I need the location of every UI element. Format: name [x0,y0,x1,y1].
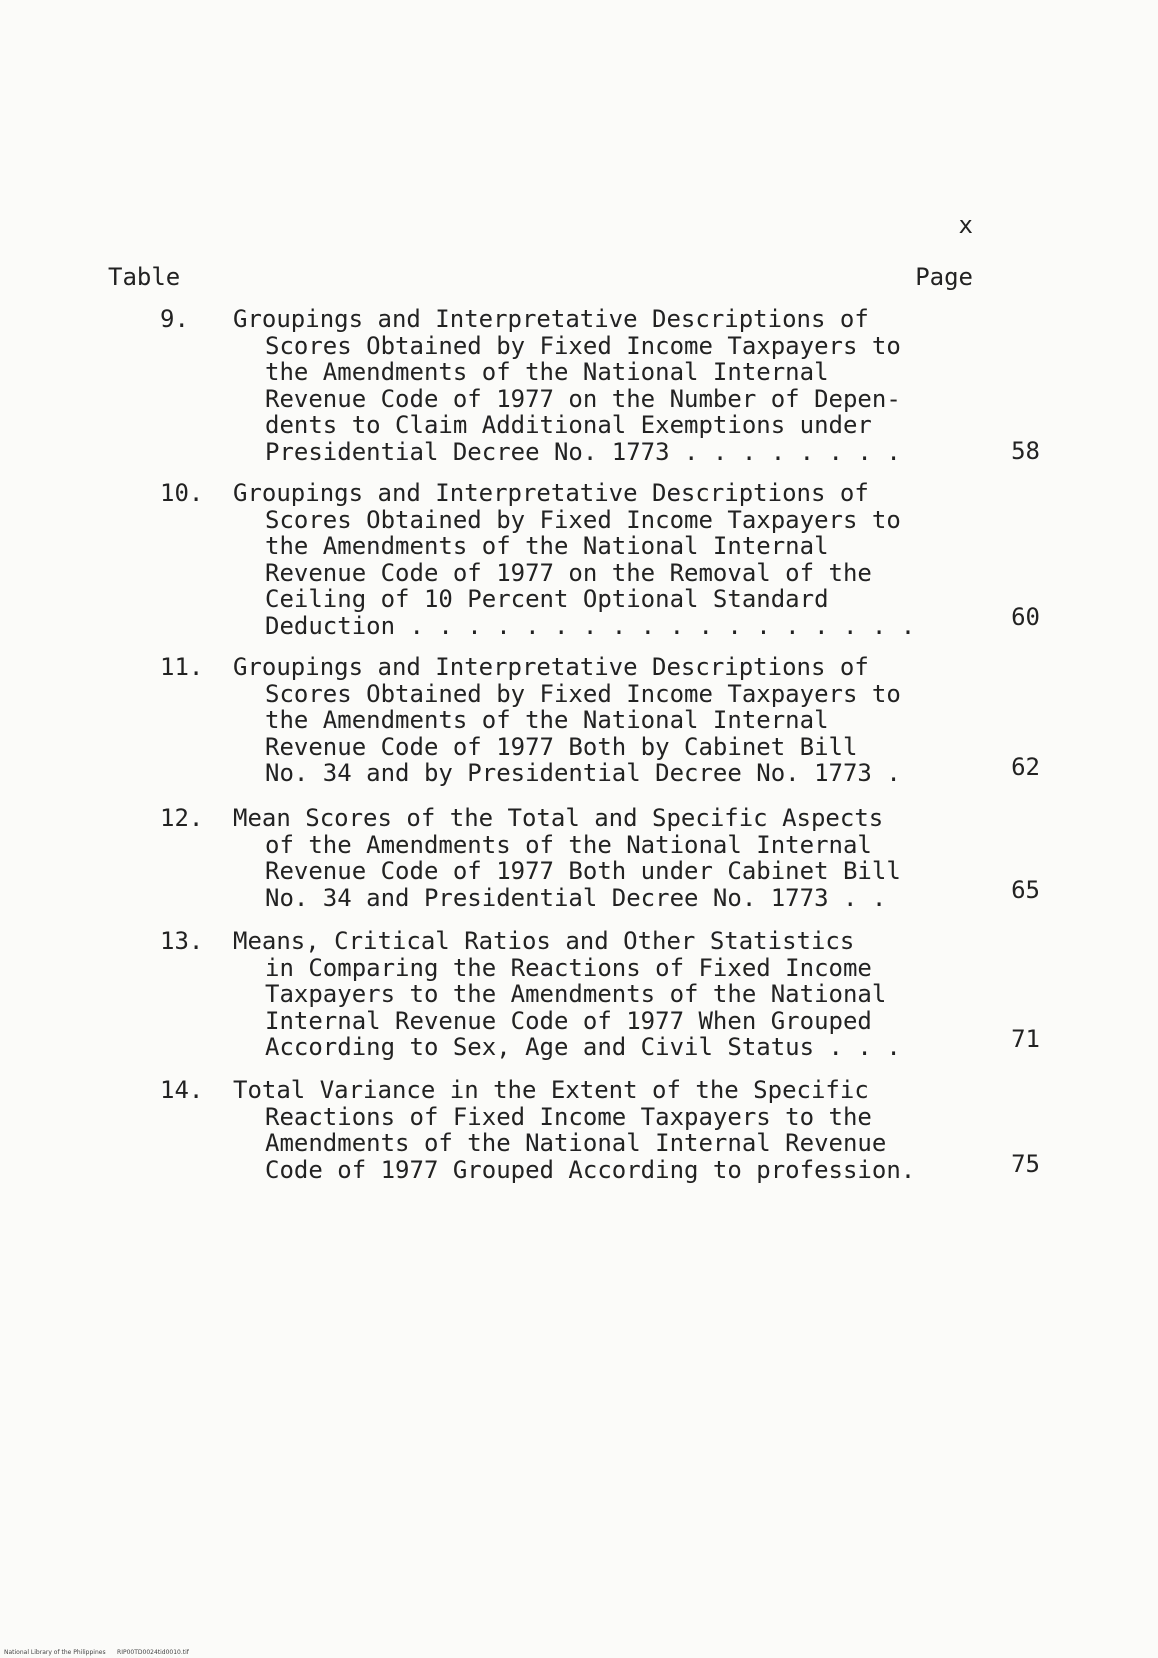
entry-line: Groupings and Interpretative Descriptions of [233,653,869,681]
entry-title [233,480,968,639]
column-header-table: Table [108,263,181,291]
entry-line: Groupings and Interpretative Descriptions of [233,479,869,507]
entry-title [233,306,968,465]
entry-page: 65 [1011,876,1040,904]
entry-line: Means, Critical Ratios and Other Statistics [233,927,855,955]
scan-footer [4,1649,189,1656]
page-number: x [958,211,973,239]
entry-line: Scores Obtained by Fixed Income Taxpayers to [265,331,901,360]
entry-line: the Amendments of the National Internal [265,532,829,560]
column-header-page: Page [915,263,973,291]
entry-title [233,928,968,1061]
entry-page: 62 [1011,753,1040,781]
entry-line: Taxpayers to the Amendments of the National [265,980,887,1008]
entry-line: dents to Claim Additional Exemptions under [265,411,872,439]
entry-number: 11. [160,653,204,681]
entry-line: According to Sex, Age and Civil Status . . . [265,1033,901,1061]
entry-title [233,805,968,911]
entry-line: Reactions of Fixed Income Taxpayers to the [265,1102,872,1131]
entry-line: Amendments of the National Internal Revenue [265,1129,887,1157]
footer-library: National Library of the Philippines [4,1649,106,1656]
entry-line: Revenue Code of 1977 Both under Cabinet Bill [265,857,901,885]
entry-line: Total Variance in the Extent of the Specific [233,1076,869,1104]
entry-line: in Comparing the Reactions of Fixed Income [265,953,872,982]
entry-line: Presidential Decree No. 1773 . . . . . . . . [265,437,901,466]
entry-title [233,654,968,787]
entry-line: the Amendments of the National Internal [265,358,829,386]
entry-number: 10. [160,479,204,507]
entry-line: Mean Scores of the Total and Specific Aspects [233,804,884,832]
entry-page: 75 [1011,1150,1040,1178]
entry-line: Groupings and Interpretative Descriptions of [233,305,869,333]
entry-line: the Amendments of the National Internal [265,706,829,734]
entry-line: Internal Revenue Code of 1977 When Grouped [265,1006,872,1035]
footer-file: RIP00TD0024tid0010.tif [117,1649,189,1656]
entry-number: 9. [160,305,189,333]
entry-page: 58 [1011,437,1040,465]
entry-line: No. 34 and Presidential Decree No. 1773 . . [265,883,887,912]
entry-line: Revenue Code of 1977 on the Number of Depen- [265,384,901,413]
entry-line: Revenue Code of 1977 Both by Cabinet Bill [265,732,858,761]
entry-line: Scores Obtained by Fixed Income Taxpayers to [265,505,901,534]
entry-title [233,1077,1023,1183]
entry-number: 14. [160,1076,204,1104]
entry-page: 71 [1011,1025,1040,1053]
entry-line: No. 34 and by Presidential Decree No. 1773 . [265,759,901,787]
entry-line: of the Amendments of the National Internal [265,830,872,859]
entry-number: 12. [160,804,204,832]
entry-number: 13. [160,927,204,955]
entry-line: Deduction . . . . . . . . . . . . . . . . . . [265,611,916,640]
entry-line: Ceiling of 10 Percent Optional Standard [265,585,829,613]
entry-line: Revenue Code of 1977 on the Removal of the [265,558,872,587]
entry-line: Code of 1977 Grouped According to profession. [265,1155,916,1184]
entry-line: Scores Obtained by Fixed Income Taxpayers to [265,679,901,708]
entry-page: 60 [1011,603,1040,631]
